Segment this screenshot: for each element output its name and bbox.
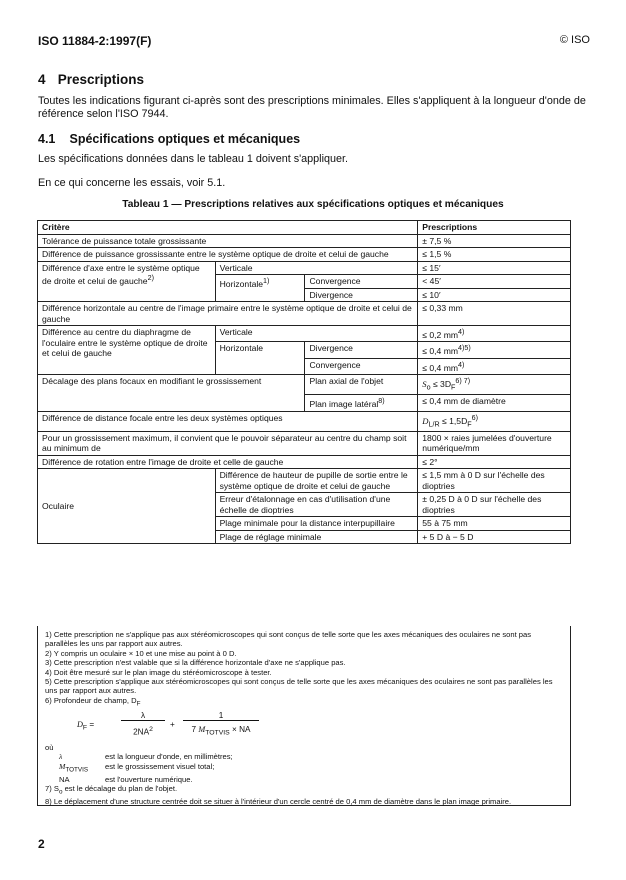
symbol-description: est la longueur d'onde, en millimètres;: [105, 752, 233, 762]
symbol: M: [59, 761, 66, 771]
subscript: TOTVIS: [205, 729, 230, 737]
table-row: [38, 302, 571, 326]
symbol-wrapper: [59, 762, 105, 775]
table-row: [38, 431, 571, 455]
symbol-definition: [59, 775, 565, 784]
symbol-definition: [59, 752, 565, 761]
symbol: S: [422, 378, 427, 389]
footnote-ref: 8): [378, 397, 385, 406]
symbol: λ: [59, 752, 63, 762]
footnote-ref: 1): [263, 277, 270, 285]
prescription-cell: ≤ 0,33 mm: [418, 302, 571, 326]
prescription-cell: [418, 358, 571, 374]
footnote-7: [45, 784, 565, 797]
prescription-cell: ± 0,25 D à 0 D sur l'échelle des dioptries: [418, 493, 571, 517]
fraction-1-denominator: [121, 725, 165, 737]
table-row: [38, 234, 571, 248]
prescription-cell: ≤ 10′: [418, 288, 571, 302]
prescription-cell: ≤ 0,4 mm de diamètre: [418, 395, 571, 411]
fraction-1-numerator: λ: [121, 711, 165, 721]
sub-sub-criterion-cell: Convergence: [305, 358, 418, 374]
footnote-ref: 6): [471, 413, 479, 422]
superscript: 2: [149, 725, 153, 733]
footnote-6: [45, 696, 565, 709]
fraction-2-denominator: [183, 725, 259, 738]
depth-of-field-formula: [65, 711, 565, 741]
prescription-text: ≤ 3D: [430, 378, 452, 389]
denominator-text: 2NA: [133, 727, 150, 737]
footnote-3: 3) Cette prescription n'est valable que si la différence horizontale d'axe ne s'applique pas.: [45, 658, 346, 668]
denominator-text: × NA: [229, 724, 251, 734]
prescription-cell: ≤ 15′: [418, 261, 571, 275]
prescription-cell: < 45′: [418, 275, 571, 289]
document-id: ISO 11884-2:1997(F): [38, 34, 152, 48]
symbol: D: [422, 415, 429, 426]
footnote-4: 4) Doit être mesuré sur le plan image du stéréomicroscope à tester.: [45, 667, 272, 677]
footnote-text: est le décalage du plan de l'objet.: [62, 783, 178, 793]
sub-criterion-cell: Plage de réglage minimale: [215, 530, 418, 544]
footnote-text: 7) S: [45, 783, 59, 793]
prescription-text: ≤ 0,2 mm: [422, 329, 459, 340]
prescription-cell: + 5 D à − 5 D: [418, 530, 571, 544]
sub-criterion-cell: Plan axial de l'objet: [305, 375, 418, 395]
footnote-ref: 2): [147, 274, 154, 282]
criterion-cell: Différence horizontale au centre de l'image primaire entre le système optique de droite et celui de gauche: [38, 302, 418, 326]
criterion-cell: Oculaire: [38, 469, 216, 544]
sub-criterion-cell: Verticale: [215, 261, 418, 275]
subscript: o: [426, 383, 431, 392]
footnote-ref: 4): [458, 360, 465, 369]
prescription-text: ≤ 0,4 mm: [422, 346, 459, 357]
prescription-cell: 55 à 75 mm: [418, 517, 571, 531]
table-caption: Tableau 1 — Prescriptions relatives aux spécifications optiques et mécaniques: [122, 199, 504, 210]
footnote-ref: 6) 7): [455, 377, 471, 386]
criterion-cell: Pour un grossissement maximum, il convient que le pouvoir séparateur au centre du champ soit au minimum de: [38, 431, 418, 455]
symbol-definition: [59, 762, 565, 775]
symbol: D: [77, 719, 83, 729]
prescription-cell: ≤ 1,5 %: [418, 248, 571, 262]
table-row: [38, 261, 571, 275]
section-number: 4.1: [38, 132, 56, 146]
table-row: [38, 326, 571, 342]
section-4-1-paragraph-1: Les spécifications données dans le tableau 1 doivent s'appliquer.: [38, 153, 348, 165]
footnote-text: 6) Profondeur de champ, D: [45, 695, 137, 705]
sub-criterion-cell: Plage minimale pour la distance interpupillaire: [215, 517, 418, 531]
section-4-paragraph: Toutes les indications figurant ci-après sont des prescriptions minimales. Elles s'appliquent à la longueur d'onde de référence selon l'ISO 7944.: [38, 95, 586, 120]
table-row: [38, 455, 571, 469]
prescription-cell: ≤ 1,5 mm à 0 D sur l'échelle des dioptries: [418, 469, 571, 493]
sub-criterion-text: Horizontale: [219, 278, 264, 289]
criterion-text: Différence d'axe entre le système optique de droite et celui de gauche: [42, 262, 200, 286]
table-row: [38, 469, 571, 493]
table-row: [38, 248, 571, 262]
symbol: NA: [59, 774, 70, 784]
prescription-cell: ± 7,5 %: [418, 234, 571, 248]
section-title: Prescriptions: [57, 72, 145, 87]
sub-criterion-cell: Verticale: [215, 326, 418, 342]
subscript: F: [467, 420, 472, 429]
page-number: 2: [38, 837, 45, 851]
footnote-ref: 4)5): [458, 344, 471, 353]
sub-criterion-cell: [305, 395, 418, 411]
section-title: Spécifications optiques et mécaniques: [69, 132, 301, 146]
table-header-row: [38, 221, 571, 235]
sub-criterion-text: Plan image latéral: [309, 399, 379, 410]
footnotes: [45, 630, 565, 806]
section-4-1-heading: [38, 132, 300, 146]
section-4-heading: [38, 72, 144, 87]
sub-criterion-cell: Erreur d'étalonnage en cas d'utilisation d'une échelle de dioptries: [215, 493, 418, 517]
prescription-cell: 1800 × raies jumelées d'ouverture numérique/mm: [418, 431, 571, 455]
header-criteria: Critère: [38, 221, 418, 235]
specifications-table: [37, 220, 571, 544]
denominator-text: 7: [191, 724, 197, 734]
prescription-text: ≤ 0,4 mm: [422, 362, 459, 373]
prescription-text: ≤ 1,5D: [439, 415, 468, 426]
prescription-cell: ≤ 2°: [418, 455, 571, 469]
criterion-cell: Différence au centre du diaphragme de l'oculaire entre le système optique de droite et celui de gauche: [38, 326, 216, 375]
copyright-mark: © ISO: [559, 34, 590, 46]
subscript: o: [58, 788, 63, 796]
header-prescriptions: Prescriptions: [418, 221, 571, 235]
table-row: [38, 375, 571, 395]
subscript: L/R: [428, 420, 440, 429]
section-4-1-paragraph-2: En ce qui concerne les essais, voir 5.1.: [38, 177, 226, 189]
footnote-1: 1) Cette prescription ne s'applique pas aux stéréomicroscopes qui sont conçus de telle sorte que les axes mécaniques des oculaires ne sont pas parallèles les uns par rapport aux autres.: [45, 630, 532, 649]
criterion-cell: Décalage des plans focaux en modifiant le grossissement: [38, 375, 305, 411]
footnote-2: 2) Y compris un oculaire × 10 et une mise au point à 0 D.: [45, 648, 237, 658]
sub-criterion-cell: [215, 275, 305, 302]
plus-sign: +: [170, 719, 175, 729]
prescription-cell: [418, 375, 571, 395]
criterion-cell: Différence de puissance grossissante entre le système optique de droite et celui de gauche: [38, 248, 418, 262]
formula-lhs: $D_F$ =: [77, 719, 95, 732]
footnote-ref: 4): [458, 328, 465, 336]
symbol: M: [198, 724, 206, 734]
table-row: [38, 411, 571, 431]
sub-sub-criterion-cell: Divergence: [305, 342, 418, 358]
sub-criterion-cell: Horizontale: [215, 342, 305, 375]
where-label: où: [45, 742, 54, 752]
footnote-5: 5) Cette prescription s'applique aux stéréomicroscopes qui sont conçus de telle sorte que les axes mécaniques des oculaires ne sont pas parallèles les uns par rapport aux autres.: [45, 677, 553, 696]
criterion-cell: [38, 261, 216, 302]
criterion-cell: Tolérance de puissance totale grossissante: [38, 234, 418, 248]
section-number: 4: [38, 72, 46, 87]
footnote-8: 8) Le déplacement d'une structure centrée doit se situer à l'intérieur d'un cercle centré de 0,4 mm de diamètre dans le plan image primaire.: [45, 796, 512, 806]
criterion-cell: Différence de rotation entre l'image de droite et celle de gauche: [38, 455, 418, 469]
sub-sub-criterion-cell: Divergence: [305, 288, 418, 302]
symbol-description: est l'ouverture numérique.: [105, 774, 193, 784]
prescription-cell: [418, 342, 571, 358]
subscript: F: [136, 700, 141, 708]
sub-sub-criterion-cell: Convergence: [305, 275, 418, 289]
sub-criterion-cell: Différence de hauteur de pupille de sortie entre le système optique de droite et celui de gauche: [215, 469, 418, 493]
fraction-2-numerator: 1: [183, 711, 259, 721]
subscript: F: [82, 724, 88, 732]
prescription-cell: [418, 326, 571, 342]
prescription-cell: [418, 411, 571, 431]
subscript: TOTVIS: [65, 766, 89, 774]
symbol-description: est le grossissement visuel total;: [105, 761, 215, 771]
criterion-cell: Différence de distance focale entre les deux systèmes optiques: [38, 411, 418, 431]
subscript: F: [451, 383, 456, 392]
